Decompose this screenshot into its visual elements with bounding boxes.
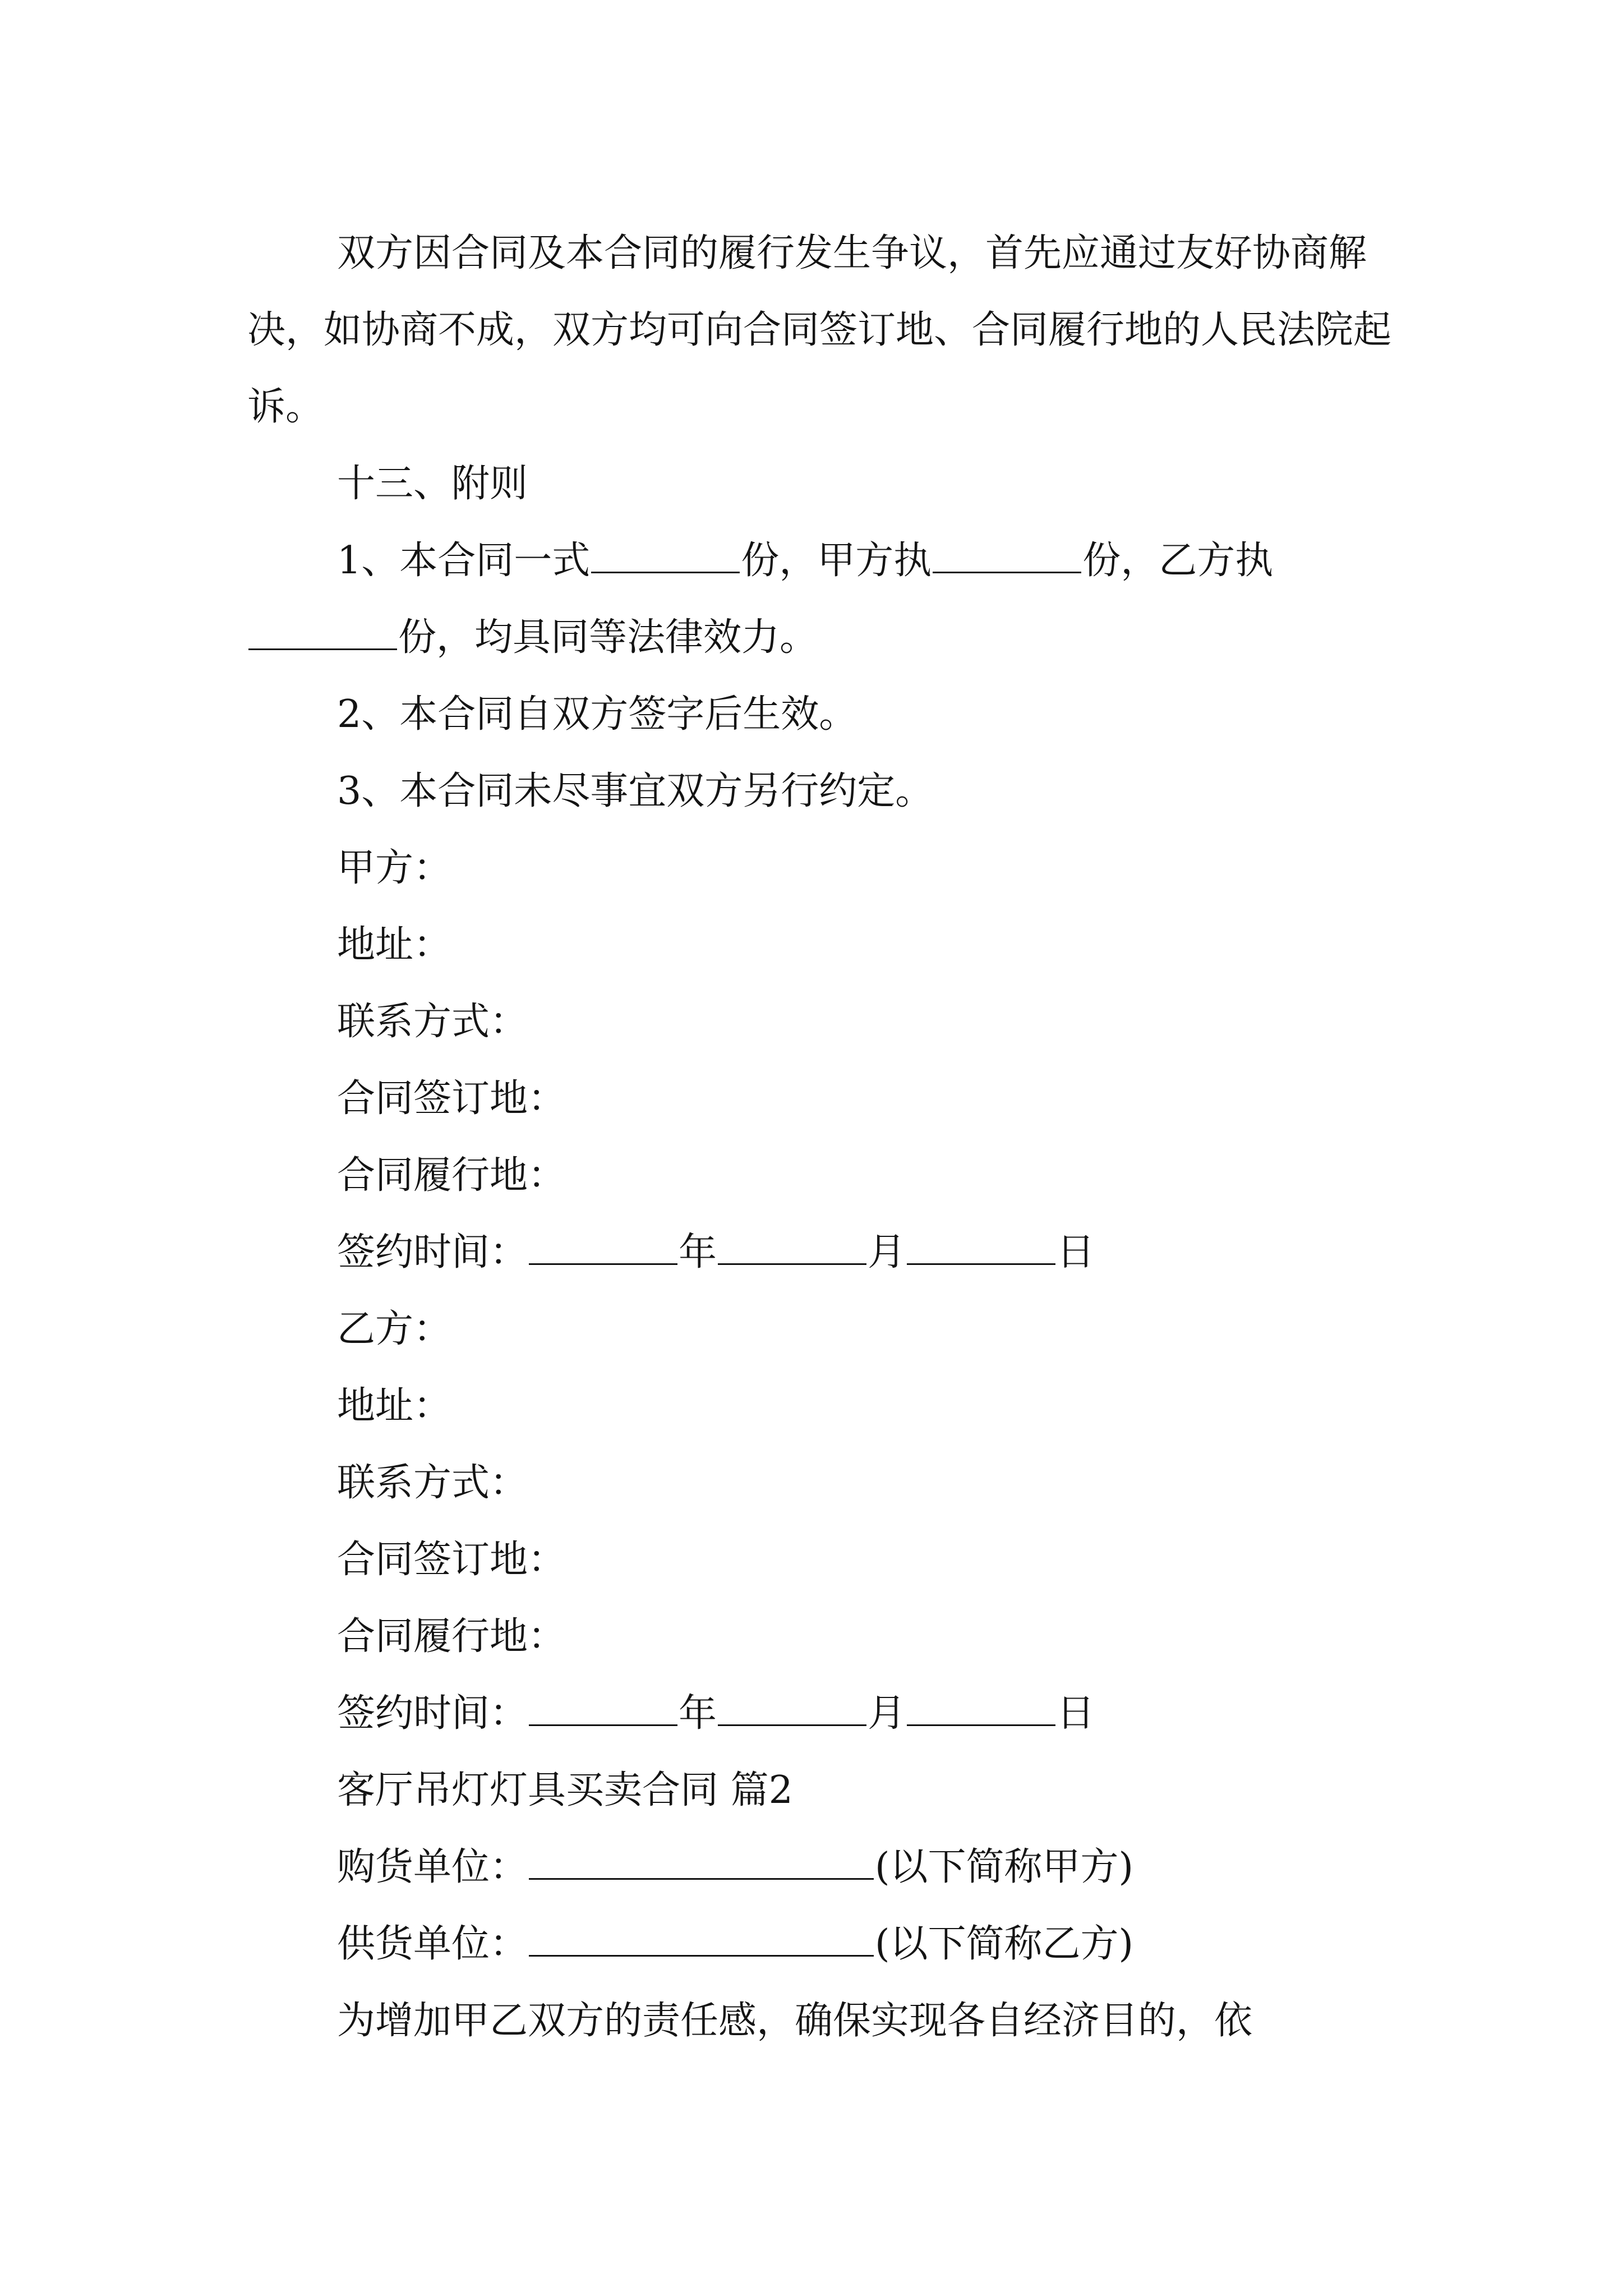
party-a-sign-time xyxy=(247,1214,1391,1291)
seller-label: 供货单位： xyxy=(337,1922,528,1966)
item-2: 2、本合同自双方签字后生效。 xyxy=(337,692,857,737)
day-label: 日 xyxy=(1057,1691,1095,1736)
copies-party-b-blank xyxy=(248,616,397,650)
day-blank xyxy=(907,1231,1055,1265)
party-b-contact: 联系方式： xyxy=(337,1461,528,1505)
party-a-label: 甲方： xyxy=(337,846,452,890)
copies-total-blank xyxy=(591,539,740,573)
party-b-perform-place: 合同履行地： xyxy=(337,1614,566,1659)
sign-time-label: 签约时间： xyxy=(337,1230,528,1274)
year-blank xyxy=(529,1692,677,1726)
buyer-blank xyxy=(529,1846,874,1880)
year-blank xyxy=(529,1231,677,1265)
month-label: 月 xyxy=(868,1230,906,1274)
copies-party-a-blank xyxy=(933,539,1081,573)
item-1-text-b: 份，甲方执 xyxy=(741,539,932,583)
party-b-label: 乙方： xyxy=(337,1307,452,1351)
contract-2-intro: 为增加甲乙双方的责任感，确保实现各自经济目的，依 xyxy=(337,1999,1253,2043)
item-3: 3、本合同未尽事宜双方另行约定。 xyxy=(337,769,934,813)
dispute-paragraph: 双方因合同及本合同的履行发生争议，首先应通过友好协商解决，如协商不成，双方均可向合同签订地、合同履行地的人民法院起诉。 xyxy=(247,231,1392,429)
buyer-note: (以下简称甲方) xyxy=(875,1845,1134,1889)
buyer-label: 购货单位： xyxy=(337,1845,528,1889)
document-body xyxy=(247,215,1391,2059)
seller-blank xyxy=(529,1922,874,1957)
item-1-text-a: 1、本合同一式 xyxy=(337,539,591,583)
section-13-title: 十三、附则 xyxy=(337,462,528,506)
month-blank xyxy=(718,1692,866,1726)
party-b-address: 地址： xyxy=(337,1384,452,1428)
sign-time-label: 签约时间： xyxy=(337,1691,528,1736)
party-b-sign-time xyxy=(247,1675,1391,1752)
item-1-text-c: 份，乙方执 xyxy=(1082,539,1274,583)
party-a-address: 地址： xyxy=(337,923,452,967)
seller-note: (以下简称乙方) xyxy=(875,1922,1134,1966)
buyer-line xyxy=(247,1829,1391,1906)
month-label: 月 xyxy=(868,1691,906,1736)
item-1-text-d: 份，均具同等法律效力。 xyxy=(398,615,818,660)
contract-2-title: 客厅吊灯灯具买卖合同 篇2 xyxy=(337,1768,793,1812)
day-label: 日 xyxy=(1057,1230,1095,1274)
party-a-sign-place: 合同签订地： xyxy=(337,1076,566,1121)
party-b-sign-place: 合同签订地： xyxy=(337,1538,566,1582)
month-blank xyxy=(718,1231,866,1265)
year-label: 年 xyxy=(679,1230,717,1274)
seller-line xyxy=(247,1906,1391,1982)
day-blank xyxy=(907,1692,1055,1726)
item-1-paragraph xyxy=(247,522,1391,676)
year-label: 年 xyxy=(679,1691,717,1736)
party-a-perform-place: 合同履行地： xyxy=(337,1153,566,1198)
party-a-contact: 联系方式： xyxy=(337,1000,528,1044)
